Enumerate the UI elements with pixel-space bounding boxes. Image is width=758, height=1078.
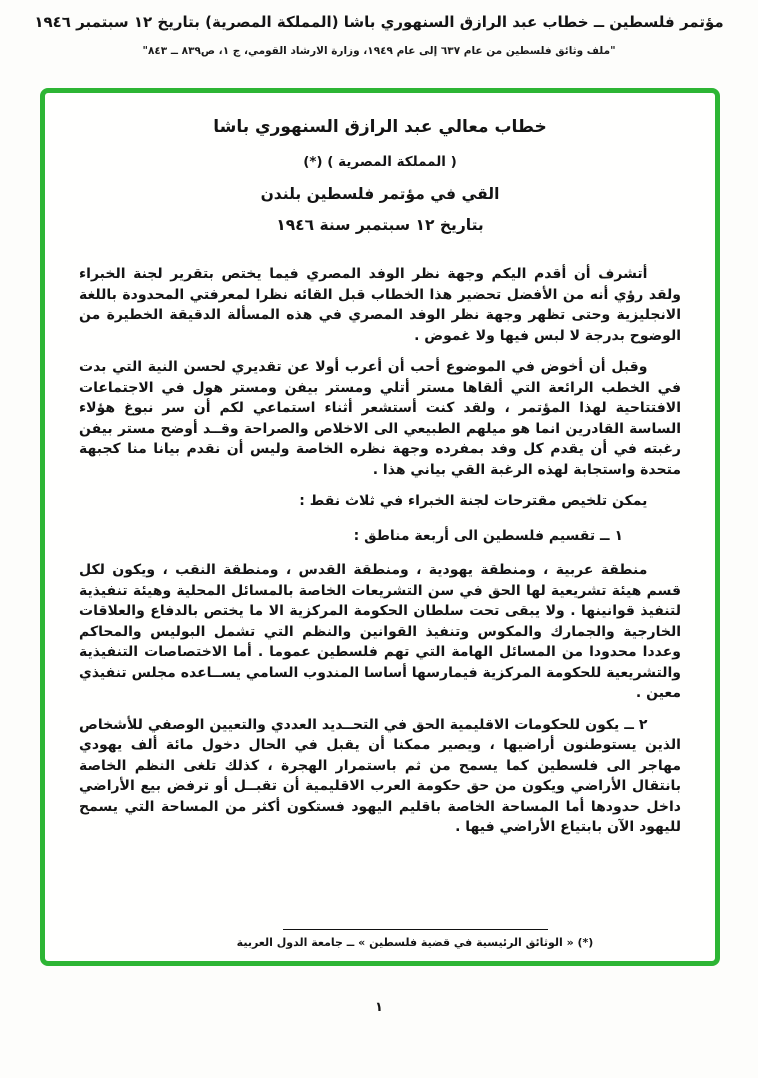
footnote-divider — [283, 929, 548, 930]
speech-subtitle-date: بتاريخ ١٢ سبتمبر سنة ١٩٤٦ — [276, 216, 484, 234]
speech-title: خطاب معالي عبد الرازق السنهوري باشا — [213, 117, 547, 137]
header-title: مؤتمر فلسطين ــ خطاب عبد الرازق السنهوري باشا (المملكة المصرية) بتاريخ ١٢ سبتمبر ١٩٤٦ — [34, 13, 724, 31]
header-source-citation: "ملف وثائق فلسطين من عام ٦٣٧ إلى عام ١٩٤٩، وزارة الارشاد القومي، ج ١، ص٨٣٩ ــ ٨٤٣" — [142, 45, 616, 57]
numbered-heading-1: ١ ــ تقسيم فلسطين الى أربعة مناطق : — [353, 527, 623, 544]
page-number: ١ — [375, 1000, 383, 1015]
speech-subtitle-kingdom: ( المملكة المصرية ) (*) — [303, 154, 457, 170]
speech-title-block — [79, 117, 681, 234]
paragraph-point-2: ٢ ــ يكون للحكومات الاقليمية الحق في التحــديد العددي والتعيين الوصفي للأشخاص الذين يستوطنون أراضيها ، ويصير ممكنا أن يقبل في الحال دخول مائة ألف يهودي مهاجر الى فلسطين كما يسمح من ثم باستمرار الهجرة ، كذلك تلغى النظم الخاصة بانتقال الأراضي ويكون من حق حكومة العرب الاقليمية أن تقبــل أو ترفض بيع الأراضي داخل حدودها أما المساحة الخاصة باقليم اليهود فستكون أكثر من المساحة التي يسمح لليهود الآن بابتياع الأراضي فيها . — [79, 716, 681, 835]
document-frame — [40, 88, 720, 966]
paragraph-point-1: منطقة عربية ، ومنطقة يهودية ، ومنطقة القدس ، ومنطقة النقب ، ويكون لكل قسم هيئة تشريعية لها الحق في سن التشريعات الخاصة بالمسائل المحلية وهيئة تنفيذية لتنفيذ قوانينها . ولا يبقى تحت سلطان الحكومة المركزية الا ما يختص بالدفاع والعلاقات الخارجية والجمارك والمكوس وتنفيذ القوانين والنظم التي تشمل البوليس والمحاكم وعددا محدودا من المسائل الهامة التي تهم فلسطين عموما . أما الاختصاصات التنفيذية والتشريعية للحكومة المركزية فيمارسها أساسا المندوب السامي يســاعده مجلس تنفيذي معين . — [79, 562, 681, 701]
footnote-block — [45, 929, 715, 949]
paragraph-appreciation: وقبل أن أخوض في الموضوع أحب أن أعرب أولا عن تقديري لحسن النية التي بدت في الخطب الرائعة التي ألقاها مستر أتلي ومستر بيفن ومستر هول في الاجتماعات الافتتاحية لهذا المؤتمر ، ولقد كنت أستشعر أثناء استماعي لكم أن سر نبوغ هؤلاء الساسة القادرين انما هو ميلهم الطبيعي الى الاخلاص والصراحة وقــد أوضح مستر بيفن رغبته في أن يقدم كل وفد بمفرده وجهة نظره الخاصة وليس أن نقدم بيانا منا كجبهة متحدة واستجابة لهذه الرغبة القي بياني هذا . — [79, 359, 681, 478]
paragraph-intro: أتشرف أن أقدم اليكم وجهة نظر الوفد المصري فيما يختص بتقرير لجنة الخبراء ولقد رؤي أنه من الأفضل تحضير هذا الخطاب قبل القائه نظرا لمعرفتي المحدودة باللغة الانجليزية وحتى تظهر وجهة نظر الوفد المصري في هذه المسألة الدقيقة الخطيرة من الوضوح بدرجة لا لبس فيها ولا غموض . — [79, 266, 681, 344]
paragraph-summary-lead: يمكن تلخيص مقترحات لجنة الخبراء في ثلاث نقط : — [299, 493, 648, 509]
speech-subtitle-venue: القي في مؤتمر فلسطين بلندن — [260, 185, 500, 203]
footnote: (*) « الوثائق الرئيسية في قضية فلسطين » ــ جامعة الدول العربية — [236, 936, 594, 949]
document-header — [0, 0, 758, 57]
speech-body — [79, 264, 681, 838]
